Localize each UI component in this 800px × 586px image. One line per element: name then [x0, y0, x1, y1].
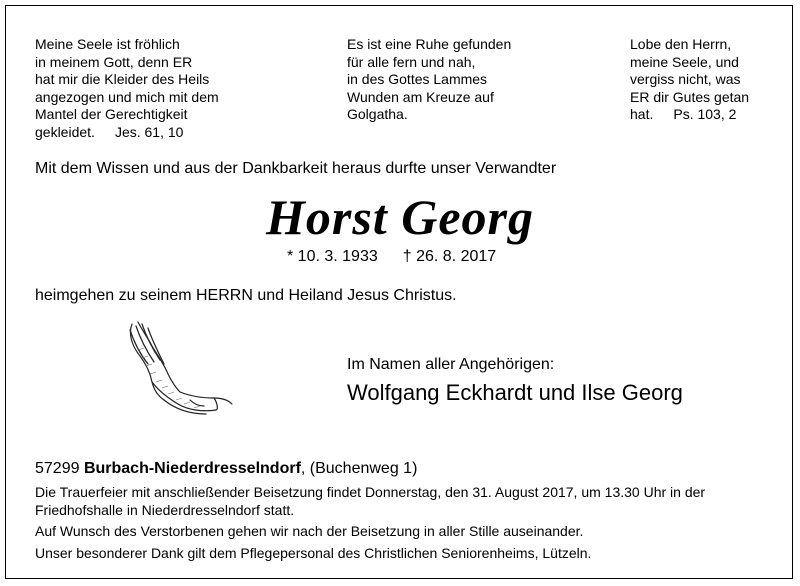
- notice-funeral: Die Trauerfeier mit anschließender Beisetzung findet Donnerstag, den 31. August 2017, um 13.30 Uhr in der Friedhofshalle in Niederdresselndorf statt.: [35, 484, 706, 518]
- verse-left: [35, 36, 219, 142]
- postal-code: 57299: [35, 460, 80, 477]
- verse-line: in des Gottes Lammes: [347, 71, 488, 88]
- death-date: † 26. 8. 2017: [402, 248, 497, 265]
- verse-line: für alle fern und nah,: [347, 53, 476, 70]
- verse-last-line: [35, 124, 219, 142]
- intro-text: Mit dem Wissen und aus der Dankbarkeit heraus durfte unser Verwandter: [35, 160, 557, 177]
- notice-thanks: Unser besonderer Dank gilt dem Pflegepersonal des Christlichen Seniorenheims, Lützeln.: [35, 544, 592, 561]
- verse-line: Wunden am Kreuze auf: [347, 88, 494, 105]
- verse-line: angezogen und mich mit dem: [35, 88, 219, 105]
- verse-line: in meinem Gott, denn ER: [35, 53, 193, 70]
- verse-last-line: [630, 106, 749, 124]
- verse-right: [630, 36, 749, 124]
- verse-line: Golgatha.: [347, 106, 408, 123]
- verse-middle: [347, 36, 511, 124]
- verse-line: Lobe den Herrn,: [630, 36, 732, 52]
- on-behalf-label: Im Namen aller Angehörigen:: [347, 356, 555, 373]
- verse-line: Mantel der Gerechtigkeit: [35, 106, 188, 123]
- street: , (Buchenweg 1): [300, 460, 418, 477]
- address-line: [35, 460, 417, 478]
- verse-line: Meine Seele ist fröhlich: [35, 36, 180, 52]
- homegoing-text: heimgehen zu seinem HERRN und Heiland Jesus Christus.: [35, 287, 457, 304]
- verse-line: vergiss nicht, was: [630, 71, 741, 88]
- birth-date: * 10. 3. 1933: [287, 248, 378, 265]
- life-dates: [287, 248, 496, 266]
- verse-line: ER dir Gutes getan: [630, 88, 750, 105]
- praying-hands-icon: [118, 320, 236, 416]
- notices: [35, 484, 780, 566]
- verse-line: meine Seele, und: [630, 53, 739, 70]
- place-name: Burbach-Niederdresselndorf: [83, 460, 301, 477]
- notice-wish: Auf Wunsch des Verstorbenen gehen wir nach der Beisetzung in aller Stille auseinander.: [35, 523, 584, 539]
- verse-text: gekleidet.: [35, 123, 95, 140]
- deceased-name: Horst Georg: [266, 189, 534, 245]
- verse-line: hat mir die Kleider des Heils: [35, 71, 210, 88]
- verse-reference: Jes. 61, 10: [114, 123, 184, 140]
- verse-text: hat.: [630, 106, 654, 123]
- mourners-names: Wolfgang Eckhardt und Ilse Georg: [347, 380, 683, 405]
- verse-line: Es ist eine Ruhe gefunden: [347, 36, 512, 52]
- verse-reference: Ps. 103, 2: [673, 106, 737, 123]
